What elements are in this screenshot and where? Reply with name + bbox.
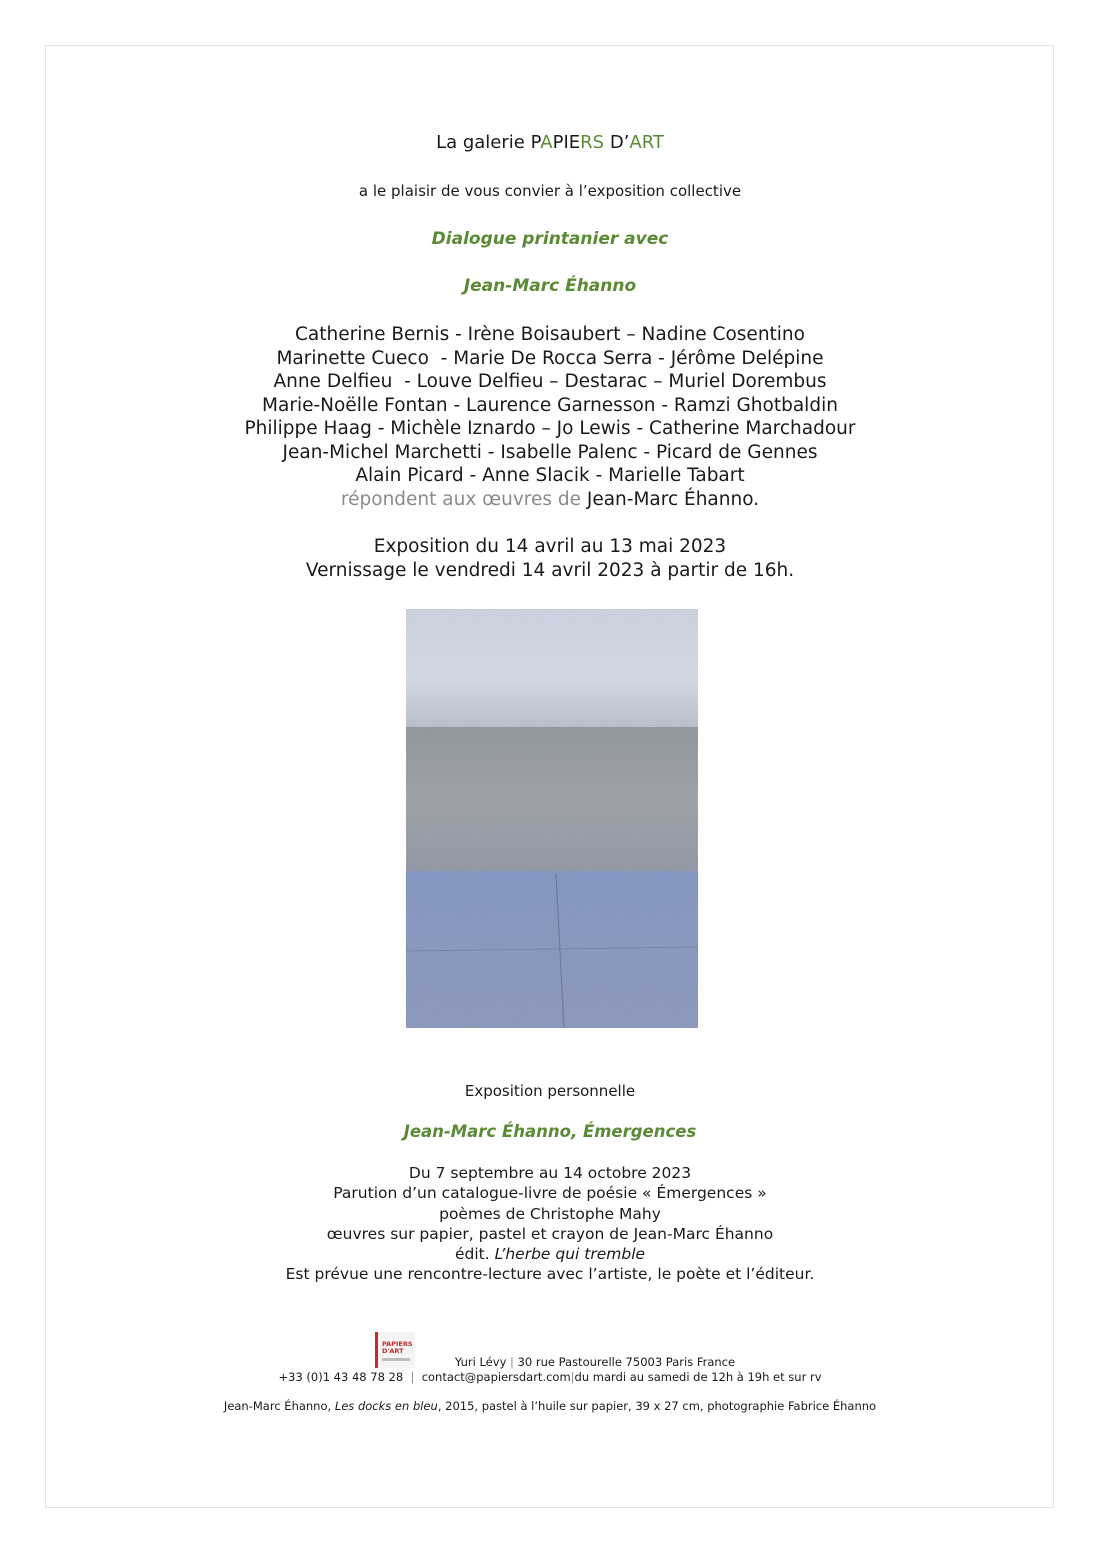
personal-exhibition-label: Exposition personnelle [464, 1082, 636, 1100]
artists-line: Jean-Michel Marchetti - Isabelle Palenc - Picard de Gennes [282, 441, 818, 463]
catalogue-text: Parution d’un catalogue-livre de poésie « Émergences » [333, 1184, 767, 1203]
poems-text: poèmes de Christophe Mahy [439, 1204, 661, 1223]
publisher-text: édit. L’herbe qui tremble [454, 1245, 646, 1264]
artists-line: Marie-Noëlle Fontan - Laurence Garnesson - Ramzi Ghotbaldin [262, 394, 838, 416]
meeting-text: Est prévue une rencontre-lecture avec l’artiste, le poète et l’éditeur. [285, 1265, 815, 1284]
artists-line: Marinette Cueco - Marie De Rocca Serra - Jérôme Delépine [276, 347, 824, 369]
opening-hours: du mardi au samedi de 12h à 19h et sur rv [574, 1370, 822, 1384]
artists-line: Philippe Haag - Michèle Iznardo – Jo Lewis - Catherine Marchadour [244, 418, 856, 439]
works-text: œuvres sur papier, pastel et crayon de Jean-Marc Éhanno [326, 1224, 774, 1243]
exhibition-dates-block [0, 535, 1100, 583]
artwork-title: Les docks en bleu [334, 1399, 438, 1413]
contact-email[interactable]: contact@papiersdart.com [421, 1370, 571, 1384]
contact-phone[interactable]: +33 (0)1 43 48 78 28 [278, 1370, 404, 1384]
opening-date: Vernissage le vendredi 14 avril 2023 à partir de 16h. [305, 560, 795, 581]
publisher-name: L’herbe qui tremble [494, 1245, 646, 1264]
artists-line: Anne Delfieu - Louve Delfieu – Destarac – Muriel Dorembus [273, 371, 827, 392]
personal-exhibition-details [0, 1163, 1100, 1285]
invite-text: a le plaisir de vous convier à l’exposition collective [358, 182, 742, 200]
personal-exhibition-title: Jean-Marc Éhanno, Émergences [403, 1122, 697, 1141]
artists-list [0, 323, 1100, 511]
exhibition-dates: Exposition du 14 avril au 13 mai 2023 [373, 536, 727, 557]
gallery-prefix: La galerie [436, 132, 531, 153]
artists-line: Catherine Bernis - Irène Boisaubert – Nadine Cosentino [295, 324, 805, 345]
respond-text: répondent aux œuvres de [340, 488, 587, 510]
respond-line [0, 488, 1100, 512]
image-credit: Jean-Marc Éhanno, Les docks en bleu, 2015, pastel à l’huile sur papier, 39 x 27 cm, photographie Fabrice Éhanno [223, 1399, 877, 1413]
gallery-heading [0, 132, 1100, 153]
artwork-image [406, 609, 698, 1028]
exhibition-title-line1: Dialogue printanier avec [431, 229, 669, 249]
gallery-name: PAPIERS D’ART [530, 132, 664, 153]
personal-dates: Du 7 septembre au 14 octobre 2023 [408, 1164, 692, 1182]
contact-info: +33 (0)1 43 48 78 28 | contact@papiersdart.com|du mardi au samedi de 12h à 19h et sur rv [278, 1370, 822, 1384]
contact-street: 30 rue Pastourelle 75003 Paris France [517, 1355, 736, 1369]
respond-artist: Jean-Marc Éhanno. [586, 488, 760, 510]
contact-address: Yuri Lévy | 30 rue Pastourelle 75003 Paris France [454, 1355, 736, 1369]
papiers-dart-logo: PAPIERS D'ART [375, 1332, 415, 1368]
exhibition-title-line2: Jean-Marc Éhanno [463, 276, 637, 296]
contact-name: Yuri Lévy [454, 1355, 507, 1369]
artists-line: Alain Picard - Anne Slacik - Marielle Tabart [355, 465, 745, 486]
